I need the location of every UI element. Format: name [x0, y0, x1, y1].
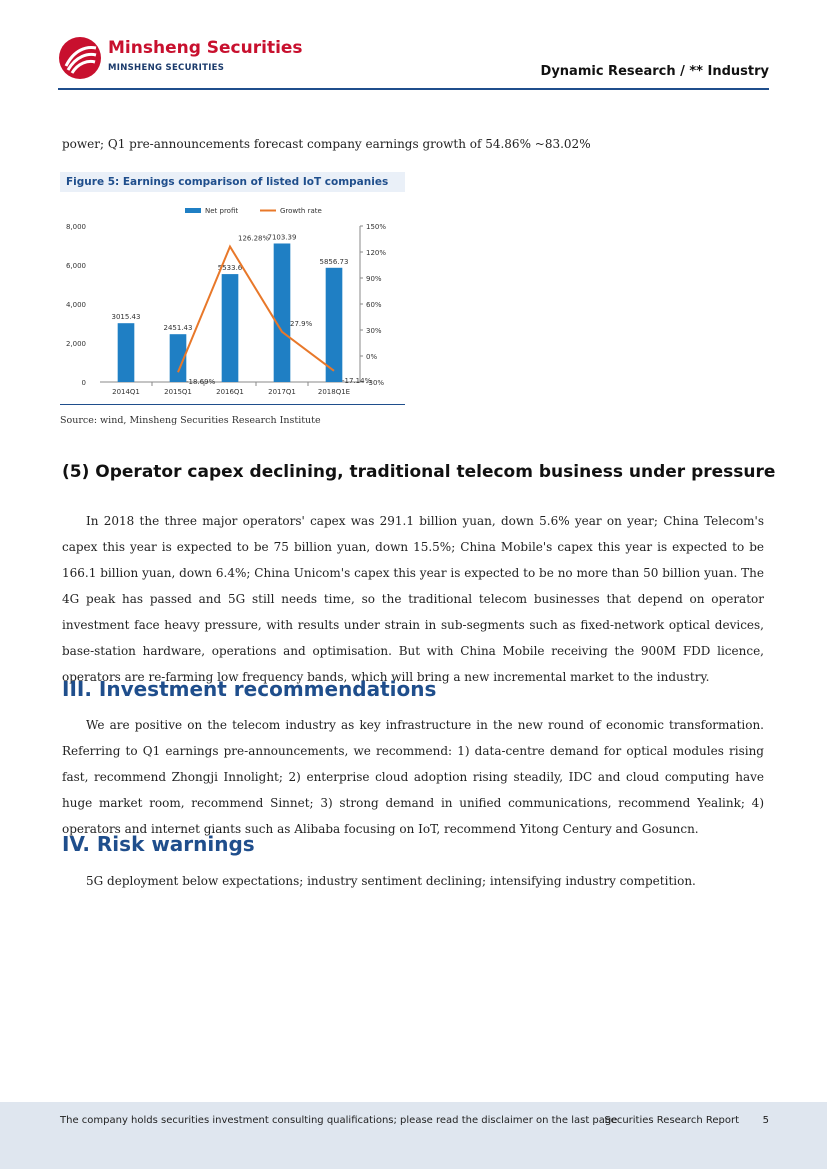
left-tick-label: 6,000 — [65, 262, 86, 270]
right-tick-label: 120% — [366, 249, 387, 257]
section-5-heading: (5) Operator capex declining, traditional telecom business under pressure — [62, 462, 776, 482]
right-tick-label: 30% — [366, 327, 382, 335]
earnings-chart — [60, 192, 405, 404]
legend-line-label: Growth rate — [280, 207, 322, 215]
category-label: 2015Q1 — [164, 388, 192, 396]
category-label: 2018Q1E — [317, 388, 351, 396]
company-logo — [58, 36, 303, 84]
bar-label: 5533.6 — [217, 264, 243, 273]
left-tick-label: 2,000 — [65, 340, 86, 348]
bar-2018Q1E — [326, 268, 343, 382]
page-number: 5 — [762, 1115, 769, 1126]
bar-2014Q1 — [118, 323, 135, 382]
figure-5 — [60, 172, 405, 426]
right-tick-label: 90% — [366, 275, 382, 283]
section-3-heading: III. Investment recommendations — [62, 677, 437, 701]
bar-label: 2451.43 — [163, 324, 193, 333]
right-tick-label: -30% — [366, 379, 385, 387]
logo-en: MINSHENG SECURITIES — [108, 63, 225, 73]
section-tag: Dynamic Research / ** Industry — [540, 64, 769, 79]
footer-disclaimer: The company holds securities investment consulting qualifications; please read the disclaimer on the last page — [60, 1115, 618, 1126]
right-tick-label: 60% — [366, 301, 382, 309]
logo-mark-icon — [58, 36, 102, 80]
legend-bar-swatch — [185, 208, 201, 213]
logo-name: Minsheng Securities — [108, 38, 303, 58]
lead-line: power; Q1 pre-announcements forecast company earnings growth of 54.86% ~83.02% — [62, 137, 591, 151]
growth-label: -18.69% — [186, 378, 216, 387]
page-header — [0, 0, 827, 95]
bar-2017Q1 — [274, 243, 291, 382]
growth-label: 126.28% — [238, 234, 270, 243]
category-label: 2016Q1 — [216, 388, 244, 396]
right-tick-label: 0% — [366, 353, 378, 361]
bar-label: 5856.73 — [319, 257, 349, 266]
category-label: 2014Q1 — [112, 388, 140, 396]
section-4-heading: IV. Risk warnings — [62, 832, 255, 856]
page-footer — [0, 1102, 827, 1169]
figure-title: Figure 5: Earnings comparison of listed IoT companies — [60, 172, 405, 192]
section-5-paragraph: In 2018 the three major operators' capex was 291.1 billion yuan, down 5.6% year on year; China Telecom's capex this year is expected to be 75 billion yuan, down 15.5%; China Mobile's capex this year is expected to be 166.1 billion yuan, down 6.4%; China Unicom's capex this year is expected to be no more than 50 billion yuan. The 4G peak has passed and 5G still needs time, so the traditional telecom businesses that depend on operator investment face heavy pressure, with results under strain in sub-segments such as fixed-network optical devices, base-station hardware, operations and optimisation. But with China Mobile receiving the 900M FDD licence, operators are re-farming low frequency bands, which will bring a new incremental market to the industry. — [62, 514, 764, 684]
section-3-paragraph: We are positive on the telecom industry as key infrastructure in the new round of economic transformation. Referring to Q1 earnings pre-announcements, we recommend: 1) data-centre demand for optical modules rising fast, recommend Zhongji Innolight; 2) enterprise cloud adoption rising steadily, IDC and cloud computing have huge market room, recommend Sinnet; 3) strong demand in unified communications, recommend Yealink; 4) operators and internet giants such as Alibaba focusing on IoT, recommend Yitong Century and Gosuncn. — [62, 718, 764, 836]
category-label: 2017Q1 — [268, 388, 296, 396]
legend-bar-label: Net profit — [205, 207, 239, 215]
left-tick-label: 4,000 — [65, 301, 86, 309]
figure-source: Source: wind, Minsheng Securities Research Institute — [60, 415, 321, 426]
bar-2016Q1 — [222, 274, 239, 382]
section-4-paragraph: 5G deployment below expectations; industry sentiment declining; intensifying industry competition. — [86, 874, 696, 888]
bar-label: 7103.39 — [267, 233, 297, 242]
growth-label: 27.9% — [290, 319, 313, 328]
header-rule — [58, 88, 769, 90]
bar-label: 3015.43 — [111, 313, 141, 322]
left-tick-label: 0 — [81, 379, 86, 387]
growth-label: -17.14% — [342, 376, 372, 385]
left-tick-label: 8,000 — [65, 223, 86, 231]
growth-rate-line — [178, 247, 334, 373]
footer-report-type: Securities Research Report — [604, 1115, 739, 1126]
figure-box — [60, 192, 405, 405]
right-tick-label: 150% — [366, 223, 387, 231]
